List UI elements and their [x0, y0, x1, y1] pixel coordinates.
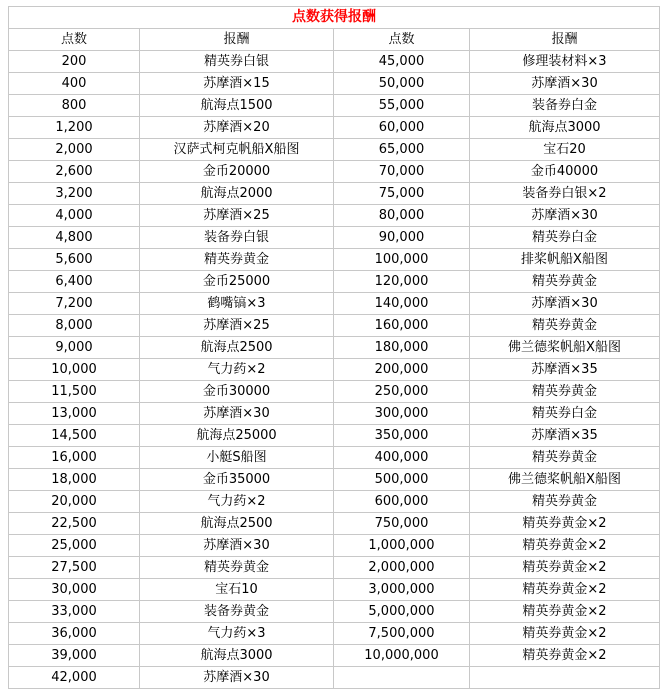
- table-row: [9, 469, 660, 491]
- table-row: [9, 249, 660, 271]
- reward-cell: 宝石20: [470, 139, 660, 161]
- points-cell: 8,000: [9, 315, 140, 337]
- points-cell: 42,000: [9, 667, 140, 689]
- reward-cell: 金币35000: [140, 469, 334, 491]
- points-cell: 600,000: [334, 491, 470, 513]
- points-cell: 2,600: [9, 161, 140, 183]
- header-reward-1: 报酬: [140, 29, 334, 51]
- reward-cell: 装备券黄金: [140, 601, 334, 623]
- points-cell: 70,000: [334, 161, 470, 183]
- table-row: [9, 117, 660, 139]
- table-row: [9, 623, 660, 645]
- points-cell: 160,000: [334, 315, 470, 337]
- reward-cell: 航海点1500: [140, 95, 334, 117]
- header-row: [9, 29, 660, 51]
- points-cell: 750,000: [334, 513, 470, 535]
- points-cell: 1,000,000: [334, 535, 470, 557]
- points-cell: 1,200: [9, 117, 140, 139]
- reward-cell: 苏摩酒×30: [140, 667, 334, 689]
- points-cell: 18,000: [9, 469, 140, 491]
- points-cell: 60,000: [334, 117, 470, 139]
- points-cell: 75,000: [334, 183, 470, 205]
- table-row: [9, 183, 660, 205]
- points-cell: 30,000: [9, 579, 140, 601]
- points-cell: 2,000: [9, 139, 140, 161]
- reward-cell: 排桨帆船X船图: [470, 249, 660, 271]
- table-row: [9, 579, 660, 601]
- reward-cell: 金币30000: [140, 381, 334, 403]
- points-cell: 25,000: [9, 535, 140, 557]
- table-row: [9, 425, 660, 447]
- reward-cell: 精英券黄金×2: [470, 535, 660, 557]
- points-cell: 250,000: [334, 381, 470, 403]
- points-cell: 7,200: [9, 293, 140, 315]
- header-points-1: 点数: [9, 29, 140, 51]
- reward-cell: 苏摩酒×30: [140, 535, 334, 557]
- reward-cell: 航海点3000: [140, 645, 334, 667]
- points-cell: 10,000,000: [334, 645, 470, 667]
- points-cell: 10,000: [9, 359, 140, 381]
- points-cell: 3,000,000: [334, 579, 470, 601]
- reward-cell: 苏摩酒×35: [470, 425, 660, 447]
- table-row: [9, 645, 660, 667]
- reward-cell: 气力药×3: [140, 623, 334, 645]
- table-row: [9, 535, 660, 557]
- table-row: [9, 513, 660, 535]
- reward-cell: 精英券黄金: [470, 491, 660, 513]
- points-cell: 22,500: [9, 513, 140, 535]
- reward-cell: 精英券黄金: [470, 271, 660, 293]
- points-cell: 36,000: [9, 623, 140, 645]
- table-row: [9, 403, 660, 425]
- points-cell: 800: [9, 95, 140, 117]
- reward-cell: 气力药×2: [140, 491, 334, 513]
- reward-cell: 佛兰德桨帆船X船图: [470, 337, 660, 359]
- reward-cell: 精英券黄金: [140, 249, 334, 271]
- points-cell: 180,000: [334, 337, 470, 359]
- table-row: [9, 601, 660, 623]
- points-cell: 14,500: [9, 425, 140, 447]
- points-cell: 350,000: [334, 425, 470, 447]
- reward-cell: 宝石10: [140, 579, 334, 601]
- table-row: [9, 337, 660, 359]
- reward-cell: 金币40000: [470, 161, 660, 183]
- points-cell: 3,200: [9, 183, 140, 205]
- points-cell: 400,000: [334, 447, 470, 469]
- reward-cell: 航海点3000: [470, 117, 660, 139]
- table-row: [9, 95, 660, 117]
- title-row: [9, 7, 660, 29]
- reward-cell: 精英券黄金×2: [470, 579, 660, 601]
- reward-cell: 精英券黄金: [470, 447, 660, 469]
- points-cell: 80,000: [334, 205, 470, 227]
- reward-cell: 苏摩酒×35: [470, 359, 660, 381]
- reward-cell: 航海点2000: [140, 183, 334, 205]
- points-cell: 16,000: [9, 447, 140, 469]
- reward-cell: 精英券黄金×2: [470, 601, 660, 623]
- points-cell: 45,000: [334, 51, 470, 73]
- table-row: [9, 161, 660, 183]
- points-cell: [334, 667, 470, 689]
- reward-cell: 鹤嘴镐×3: [140, 293, 334, 315]
- points-cell: 90,000: [334, 227, 470, 249]
- points-cell: 100,000: [334, 249, 470, 271]
- reward-cell: 精英券白金: [470, 227, 660, 249]
- points-cell: 200,000: [334, 359, 470, 381]
- table-row: [9, 557, 660, 579]
- reward-cell: 装备券白银: [140, 227, 334, 249]
- reward-cell: 金币25000: [140, 271, 334, 293]
- reward-cell: 精英券黄金: [140, 557, 334, 579]
- points-cell: 120,000: [334, 271, 470, 293]
- table-row: [9, 139, 660, 161]
- table-row: [9, 51, 660, 73]
- table-row: [9, 315, 660, 337]
- reward-cell: 精英券白金: [470, 403, 660, 425]
- points-cell: 4,800: [9, 227, 140, 249]
- table-row: [9, 293, 660, 315]
- reward-cell: 苏摩酒×25: [140, 205, 334, 227]
- points-cell: 7,500,000: [334, 623, 470, 645]
- table-row: [9, 73, 660, 95]
- reward-cell: 航海点2500: [140, 513, 334, 535]
- reward-cell: 小艇S船图: [140, 447, 334, 469]
- reward-cell: 装备券白银×2: [470, 183, 660, 205]
- points-cell: 20,000: [9, 491, 140, 513]
- reward-cell: 苏摩酒×30: [470, 293, 660, 315]
- reward-cell: 金币20000: [140, 161, 334, 183]
- points-cell: 5,600: [9, 249, 140, 271]
- reward-cell: 精英券黄金×2: [470, 557, 660, 579]
- points-cell: 33,000: [9, 601, 140, 623]
- points-cell: 6,400: [9, 271, 140, 293]
- reward-cell: 精英券黄金×2: [470, 623, 660, 645]
- points-cell: 11,500: [9, 381, 140, 403]
- reward-cell: 精英券黄金×2: [470, 645, 660, 667]
- points-cell: 50,000: [334, 73, 470, 95]
- points-cell: 27,500: [9, 557, 140, 579]
- points-cell: 300,000: [334, 403, 470, 425]
- reward-sheet: [8, 6, 660, 689]
- table-row: [9, 491, 660, 513]
- reward-cell: 苏摩酒×30: [470, 205, 660, 227]
- reward-cell: 航海点25000: [140, 425, 334, 447]
- table-row: [9, 359, 660, 381]
- points-cell: 140,000: [334, 293, 470, 315]
- points-cell: 13,000: [9, 403, 140, 425]
- reward-cell: 修理装材料×3: [470, 51, 660, 73]
- points-cell: 5,000,000: [334, 601, 470, 623]
- points-cell: 65,000: [334, 139, 470, 161]
- reward-cell: 汉萨式柯克帆船X船图: [140, 139, 334, 161]
- points-cell: 55,000: [334, 95, 470, 117]
- reward-cell: 苏摩酒×30: [470, 73, 660, 95]
- points-cell: 4,000: [9, 205, 140, 227]
- reward-cell: 佛兰德桨帆船X船图: [470, 469, 660, 491]
- points-cell: 2,000,000: [334, 557, 470, 579]
- reward-cell: 精英券白银: [140, 51, 334, 73]
- points-cell: 9,000: [9, 337, 140, 359]
- reward-cell: 装备券白金: [470, 95, 660, 117]
- reward-cell: 苏摩酒×25: [140, 315, 334, 337]
- header-reward-2: 报酬: [470, 29, 660, 51]
- reward-cell: 苏摩酒×20: [140, 117, 334, 139]
- table-title: 点数获得报酬: [9, 7, 660, 29]
- table-row: [9, 227, 660, 249]
- reward-cell: 苏摩酒×30: [140, 403, 334, 425]
- reward-cell: 精英券黄金: [470, 315, 660, 337]
- points-cell: 400: [9, 73, 140, 95]
- header-points-2: 点数: [334, 29, 470, 51]
- reward-cell: 气力药×2: [140, 359, 334, 381]
- reward-cell: 航海点2500: [140, 337, 334, 359]
- reward-table: [8, 6, 660, 689]
- points-cell: 500,000: [334, 469, 470, 491]
- reward-cell: 精英券黄金: [470, 381, 660, 403]
- table-row: [9, 381, 660, 403]
- reward-cell: [470, 667, 660, 689]
- reward-cell: 精英券黄金×2: [470, 513, 660, 535]
- reward-cell: 苏摩酒×15: [140, 73, 334, 95]
- points-cell: 39,000: [9, 645, 140, 667]
- points-cell: 200: [9, 51, 140, 73]
- table-row: [9, 667, 660, 689]
- table-row: [9, 271, 660, 293]
- table-row: [9, 447, 660, 469]
- table-row: [9, 205, 660, 227]
